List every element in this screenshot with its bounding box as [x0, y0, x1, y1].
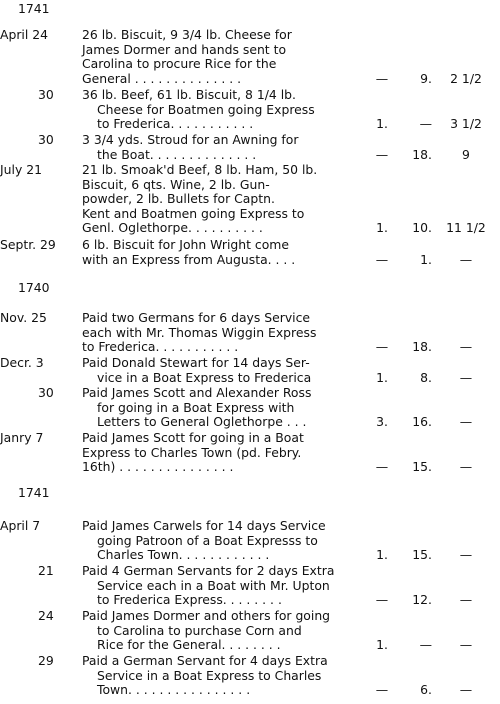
amount-shillings: 12. — [412, 592, 432, 608]
amount-shillings: 18. — [412, 339, 432, 355]
entry-line: Paid James Scott for going in a Boat — [82, 430, 304, 445]
entry-line: Rice for the General. . . . . . . . — [97, 637, 281, 653]
amount-shillings: — — [419, 116, 432, 132]
entry-line: Town. . . . . . . . . . . . . . . . — [97, 682, 251, 698]
amount-pence: 2 1/2 — [450, 70, 482, 86]
entry-line: with an Express from Augusta. . . . — [82, 251, 296, 267]
entry-date: Decr. 3 — [0, 355, 44, 370]
amount-shillings: 6. — [420, 682, 432, 698]
amount-pence: — — [459, 339, 473, 355]
year-heading: 1741 — [18, 1, 50, 16]
entry-line: Service each in a Boat with Mr. Upton — [97, 577, 330, 593]
amount-pounds: 1. — [376, 637, 388, 653]
amount-shillings: 15. — [412, 459, 432, 475]
amount-pounds: 1. — [376, 116, 388, 132]
amount-pence: 9 — [462, 146, 470, 162]
entry-line: Paid Donald Stewart for 14 days Ser- — [82, 355, 310, 370]
amount-pence: — — [459, 414, 473, 430]
amount-pounds: — — [375, 146, 389, 162]
entry-line: Paid James Carwels for 14 days Service — [82, 518, 326, 533]
amount-pounds: 1. — [376, 220, 388, 236]
entry-line: Paid James Scott and Alexander Ross — [82, 385, 312, 400]
amount-shillings: 18. — [412, 146, 432, 162]
entry-line: 16th) . . . . . . . . . . . . . . . — [82, 459, 234, 475]
entry-line: Carolina to procure Rice for the — [82, 56, 277, 72]
entry-line: Kent and Boatmen going Express to — [82, 205, 305, 221]
entry-line: Cheese for Boatmen going Express — [97, 101, 315, 117]
amount-shillings: — — [419, 637, 432, 653]
entry-line: powder, 2 lb. Bullets for Captn. — [82, 191, 275, 207]
entry-date: April 7 — [0, 518, 41, 533]
amount-pounds: — — [375, 339, 389, 355]
entry-date: Septr. 29 — [0, 237, 56, 252]
entry-line: vice in a Boat Express to Frederica — [97, 369, 312, 385]
entry-line: Paid a German Servant for 4 days Extra — [82, 653, 328, 668]
entry-date: 24 — [38, 608, 54, 623]
entry-line: Express to Charles Town (pd. Febry. — [82, 444, 302, 460]
entry-date: July 21 — [0, 162, 42, 177]
entry-line: 26 lb. Biscuit, 9 3/4 lb. Cheese for — [82, 27, 292, 42]
entry-line: 6 lb. Biscuit for John Wright come — [82, 237, 289, 252]
amount-pence: — — [459, 682, 473, 698]
amount-pence: — — [459, 592, 473, 608]
entry-line: to Frederica. . . . . . . . . . . — [97, 116, 254, 132]
entry-line: to Frederica. . . . . . . . . . . — [82, 339, 239, 355]
amount-pence: — — [459, 547, 473, 563]
entry-line: going Patroon of a Boat Expresss to — [97, 532, 318, 548]
entry-line: 36 lb. Beef, 61 lb. Biscuit, 8 1/4 lb. — [82, 87, 296, 102]
entry-line: James Dormer and hands sent to — [82, 41, 287, 57]
entry-line: 3 3/4 yds. Stroud for an Awning for — [82, 132, 299, 147]
entry-date: 30 — [38, 385, 54, 400]
entry-line: General . . . . . . . . . . . . . . — [82, 70, 242, 86]
entry-line: each with Mr. Thomas Wiggin Express — [82, 324, 317, 340]
amount-shillings: 9. — [420, 70, 432, 86]
entry-line: Service in a Boat Express to Charles — [97, 667, 322, 683]
entry-line: Paid James Dormer and others for going — [82, 608, 331, 623]
amount-pence: — — [459, 369, 473, 385]
entry-date: 30 — [38, 132, 54, 147]
entry-line: Biscuit, 6 qts. Wine, 2 lb. Gun- — [82, 176, 270, 192]
amount-pence: 3 1/2 — [450, 116, 482, 132]
entry-line: for going in a Boat Express with — [97, 399, 295, 415]
year-heading: 1740 — [18, 280, 50, 295]
amount-shillings: 15. — [412, 547, 432, 563]
amount-pence: — — [459, 251, 473, 267]
entry-line: 21 lb. Smoak'd Beef, 8 lb. Ham, 50 lb. — [82, 162, 318, 177]
entry-date: April 24 — [0, 27, 49, 42]
amount-pence: — — [459, 637, 473, 653]
entry-date: 30 — [38, 87, 54, 102]
entry-line: to Carolina to purchase Corn and — [97, 622, 302, 638]
entry-date: Nov. 25 — [0, 310, 47, 325]
amount-pounds: 1. — [376, 369, 388, 385]
amount-pounds: — — [375, 251, 389, 267]
entry-line: Paid two Germans for 6 days Service — [82, 310, 311, 325]
entry-line: the Boat. . . . . . . . . . . . . . — [97, 146, 257, 162]
amount-pounds: 3. — [376, 414, 388, 430]
entry-date: Janry 7 — [0, 430, 44, 445]
entry-line: Charles Town. . . . . . . . . . . . — [97, 547, 270, 563]
entry-line: Letters to General Oglethorpe . . . — [97, 414, 307, 430]
entry-line: Paid 4 German Servants for 2 days Extra — [82, 563, 335, 578]
amount-pounds: — — [375, 70, 389, 86]
entry-line: Genl. Oglethorpe. . . . . . . . . . — [82, 220, 263, 236]
amount-pounds: — — [375, 682, 389, 698]
entry-line: to Frederica Express. . . . . . . . — [97, 592, 282, 608]
amount-pounds: — — [375, 459, 389, 475]
entry-date: 29 — [38, 653, 54, 668]
entry-date: 21 — [38, 563, 54, 578]
amount-pounds: — — [375, 592, 389, 608]
amount-pence: 11 1/2 — [446, 220, 486, 236]
amount-pence: — — [459, 459, 473, 475]
amount-shillings: 1. — [420, 251, 432, 267]
amount-shillings: 8. — [420, 369, 432, 385]
amount-pounds: 1. — [376, 547, 388, 563]
year-heading: 1741 — [18, 485, 50, 500]
amount-shillings: 16. — [412, 414, 432, 430]
amount-shillings: 10. — [412, 220, 432, 236]
